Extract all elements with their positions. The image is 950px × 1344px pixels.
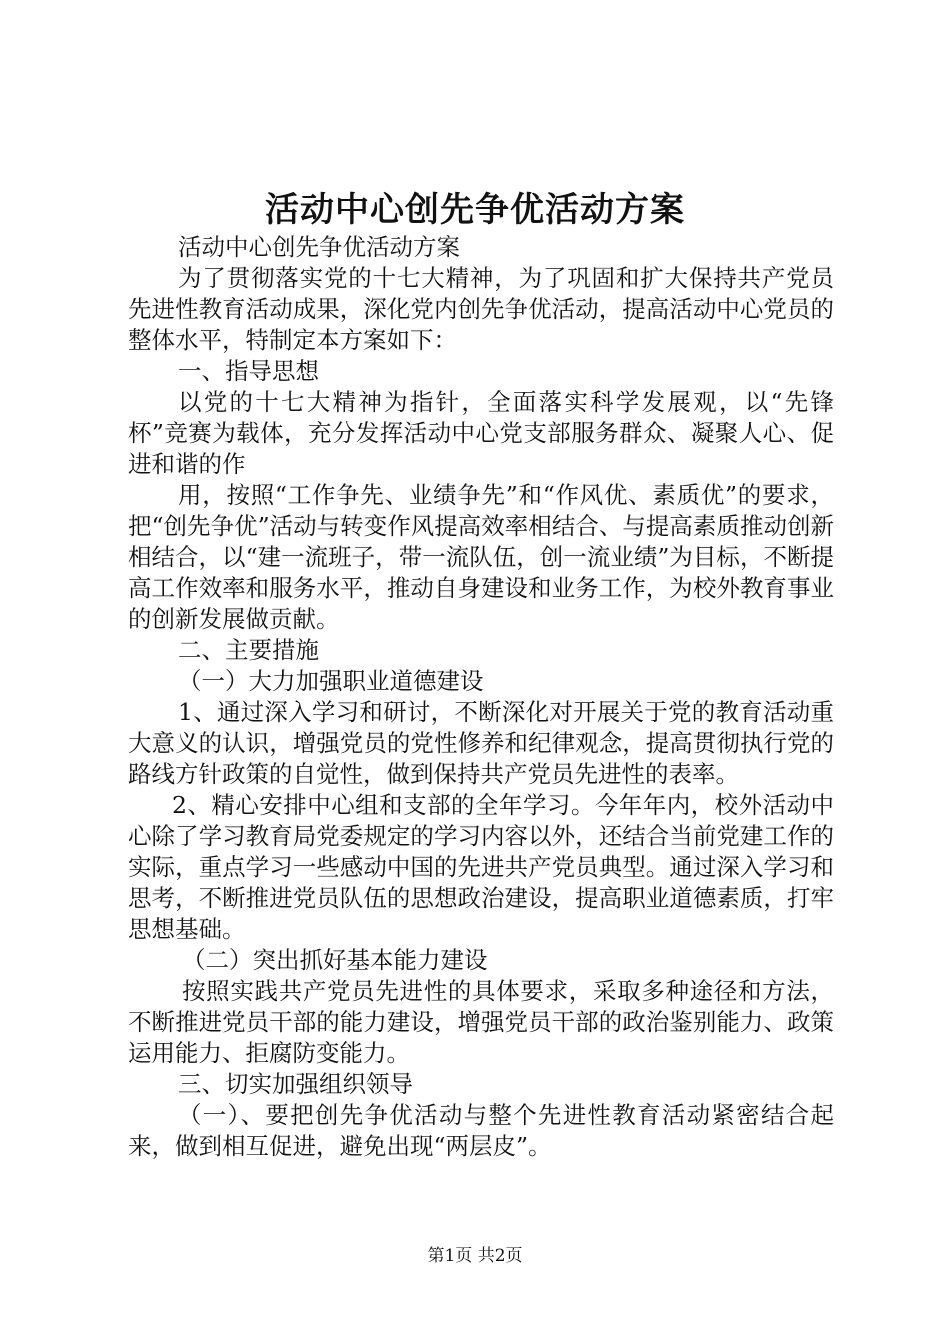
paragraph-measure-2: 2、精心安排中心组和支部的全年学习。今年年内，校外活动中心除了学习教育局党委规定的学习内容以外，还结合当前党建工作的实际，重点学习一些感动中国的先进共产党员典型。通过深入学习和思考，不断推进党员队伍的思想政治建设，提高职业道德素质，打牢思想基础。 <box>128 791 834 943</box>
page-footer: 第1页 共2页 <box>427 1246 523 1266</box>
subheading-ability: （二）突出抓好基本能力建设 <box>182 946 488 974</box>
section-heading-guiding-thought: 一、指导思想 <box>178 357 319 385</box>
paragraph-ability: 按照实践共产党员先进性的具体要求，采取多种途径和方法，不断推进党员干部的能力建设，增强党员干部的政治鉴别能力、政策运用能力、拒腐防变能力。 <box>128 977 834 1067</box>
section-heading-main-measures: 二、主要措施 <box>178 636 319 664</box>
paragraph-subtitle: 活动中心创先争优活动方案 <box>178 233 460 261</box>
document-body <box>128 232 834 1162</box>
subheading-ethics: （一）大力加强职业道德建设 <box>178 667 484 695</box>
document-title: 活动中心创先争优活动方案 <box>265 190 685 230</box>
paragraph-intro: 为了贯彻落实党的十七大精神，为了巩固和扩大保持共产党员先进性教育活动成果，深化党内创先争优活动，提高活动中心党员的整体水平，特制定本方案如下： <box>128 264 834 354</box>
paragraph-guiding-thought: 以党的十七大精神为指针，全面落实科学发展观，以“先锋杯”竞赛为载体，充分发挥活动中心党支部服务群众、凝聚人心、促进和谐的作 <box>128 388 834 478</box>
section-heading-leadership: 三、切实加强组织领导 <box>178 1070 413 1098</box>
paragraph-measure-1: 1、通过深入学习和研讨，不断深化对开展关于党的教育活动重大意义的认识，增强党员的党性修养和纪律观念，提高贯彻执行党的路线方针政策的自觉性，做到保持共产党员先进性的表率。 <box>128 698 834 788</box>
paragraph-leadership-1: （一）、要把创先争优活动与整个先进性教育活动紧密结合起来，做到相互促进，避免出现“两层皮”。 <box>128 1101 834 1160</box>
paragraph-guiding-thought-cont: 用，按照“工作争先、业绩争先”和“作风优、素质优”的要求，把“创先争优”活动与转变作风提高效率相结合、与提高素质推动创新相结合，以“建一流班子，带一流队伍，创一流业绩”为目标，不断提高工作效率和服务水平，推动自身建设和业务工作，为校外教育事业的创新发展做贡献。 <box>128 481 834 633</box>
